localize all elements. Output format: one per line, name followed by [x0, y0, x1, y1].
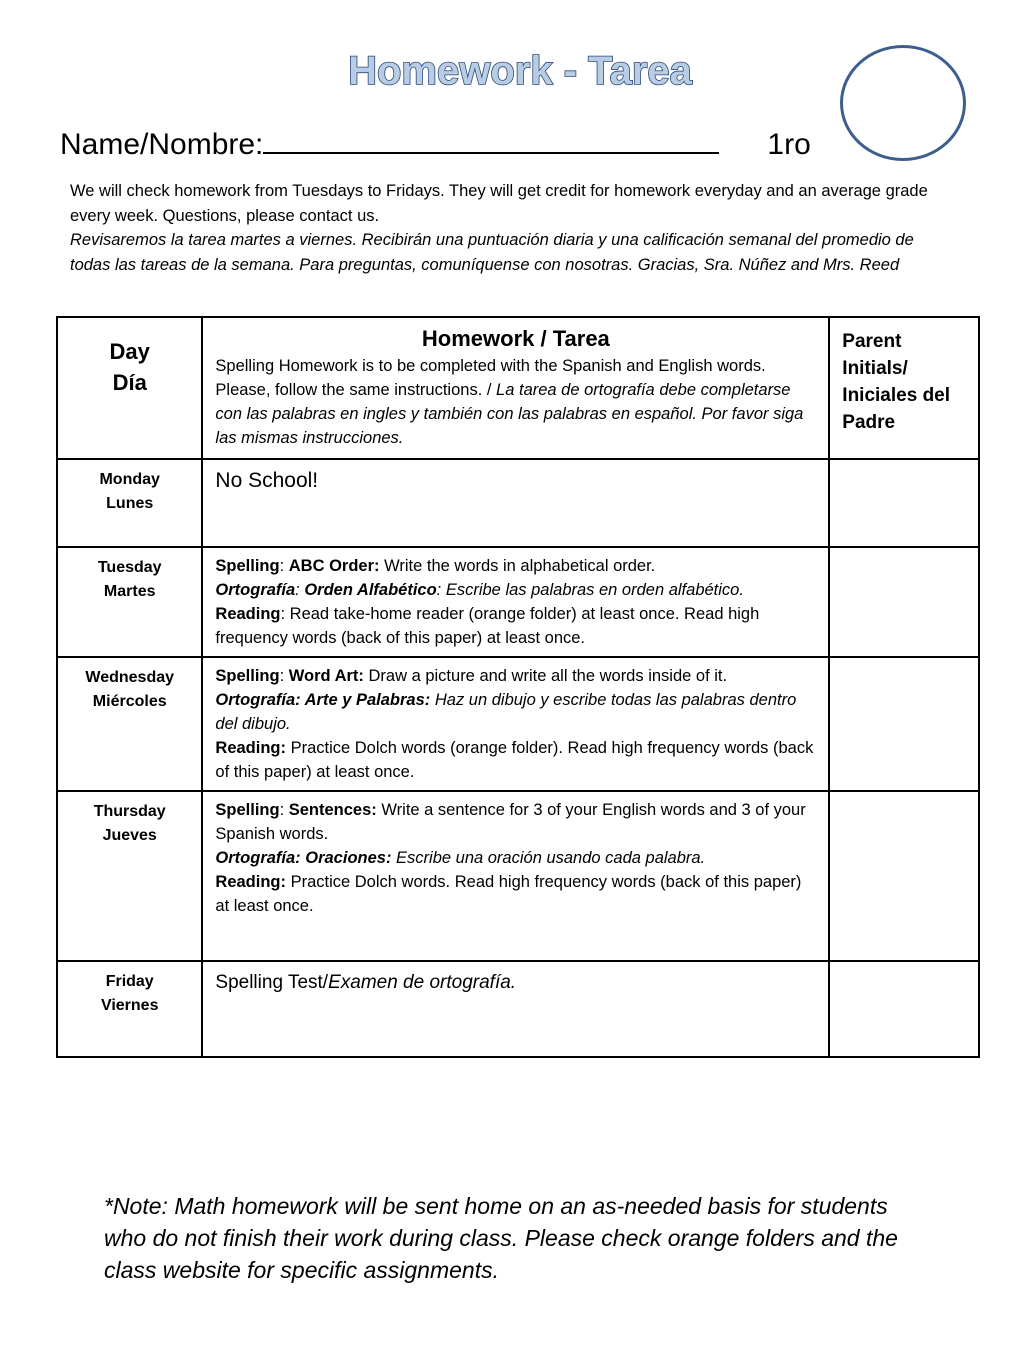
ortografia-title: Ortografía: Oraciones:: [215, 849, 392, 867]
ortografia-line: [215, 688, 816, 736]
intro-text: [70, 179, 950, 277]
reading-label: Reading:: [215, 873, 286, 891]
day-cell: [57, 547, 202, 657]
table-row-thursday: [57, 791, 979, 961]
day-en: Monday: [99, 471, 160, 488]
friday-text-en: Spelling Test/: [215, 972, 329, 993]
reading-text: Practice Dolch words. Read high frequency words (back of this paper) at least once.: [215, 873, 802, 915]
spelling-text: Draw a picture and write all the words inside of it.: [363, 667, 728, 685]
reading-label: Reading:: [215, 739, 286, 757]
ortografia-line: [215, 578, 816, 602]
initials-cell[interactable]: [829, 459, 979, 547]
day-cell: [57, 459, 202, 547]
homework-cell: [202, 791, 829, 961]
spelling-line: [215, 664, 816, 688]
intro-english: We will check homework from Tuesdays to Fridays. They will get credit for homework everyday and an average grade every week. Questions, please contact us.: [70, 182, 928, 225]
spelling-line: [215, 554, 816, 578]
header-initials-cell: [829, 317, 979, 459]
header-homework-cell: [202, 317, 829, 459]
homework-cell: [202, 459, 829, 547]
ortografia-title: Ortografía: Arte y Palabras:: [215, 691, 431, 709]
header-day: [58, 326, 201, 398]
reading-line: [215, 602, 816, 650]
homework-text: [215, 968, 816, 998]
day-cell: [57, 657, 202, 791]
grade-circle: [840, 45, 966, 161]
page-title: [340, 44, 700, 100]
day-es: Lunes: [106, 495, 154, 512]
page-title-text: Homework - Tarea: [348, 49, 692, 93]
day-en: Thursday: [93, 803, 166, 820]
spelling-label: Spelling: [215, 801, 280, 819]
ortografia-title: Orden Alfabético: [304, 581, 437, 599]
header-homework-title: Homework / Tarea: [421, 326, 610, 351]
header-desc-es: La tarea de ortografía debe completarse con las palabras en ingles y también con las palabras en español. Por favor siga las mismas instrucciones.: [215, 381, 804, 447]
reading-label: Reading: [215, 605, 281, 623]
initials-cell[interactable]: [829, 547, 979, 657]
day-cell: [57, 791, 202, 961]
initials-cell[interactable]: [829, 657, 979, 791]
reading-line: [215, 870, 816, 918]
reading-text: : Read take-home reader (orange folder) at least once. Read high frequency words (back of this paper) at least once.: [215, 605, 760, 647]
header-day-en: Day: [109, 339, 150, 364]
ortografia-text: Haz un dibujo y escribe todas las palabras dentro del dibujo.: [215, 691, 797, 733]
friday-text-es: Examen de ortografía.: [328, 972, 517, 993]
intro-spanish: Revisaremos la tarea martes a viernes. Recibirán una puntuación diaria y una calificación semanal del promedio de todas las tareas de la semana. Para preguntas, comuníquense con nosotras. Gracias, Sra. Núñez and Mrs. Reed: [70, 231, 914, 274]
table-header-row: [57, 317, 979, 459]
initials-cell[interactable]: [829, 791, 979, 961]
spelling-title: ABC Order:: [288, 557, 380, 575]
day-es: Jueves: [102, 827, 157, 844]
colon: :: [279, 801, 289, 819]
spelling-label: Spelling: [215, 667, 280, 685]
homework-cell: [202, 657, 829, 791]
header-initials: Parent Initials/ Iniciales del Padre: [842, 331, 951, 433]
spelling-title: Sentences:: [288, 801, 377, 819]
math-note: *Note: Math homework will be sent home on an as-needed basis for students who do not finish their work during class. Please check orange folders and the class website for specific assignments.: [104, 1193, 898, 1283]
spelling-line: [215, 798, 816, 846]
reading-line: [215, 736, 816, 784]
header-homework-desc: [215, 354, 816, 450]
name-blank-line[interactable]: [263, 124, 719, 154]
header-day-es: Día: [112, 370, 147, 395]
initials-cell[interactable]: [829, 961, 979, 1057]
day-es: Viernes: [100, 997, 159, 1014]
table-row-friday: [57, 961, 979, 1057]
day-en: Wednesday: [85, 669, 175, 686]
reading-text: Practice Dolch words (orange folder). Read high frequency words (back of this paper) at least once.: [215, 739, 814, 781]
day-cell: [57, 961, 202, 1057]
day-en: Tuesday: [97, 559, 162, 576]
colon: :: [295, 581, 305, 599]
spelling-label: Spelling: [215, 557, 280, 575]
ortografia-label: Ortografía: [215, 581, 296, 599]
homework-table: [56, 316, 980, 1058]
colon: :: [279, 557, 289, 575]
homework-cell: [202, 547, 829, 657]
ortografia-text: : Escribe las palabras en orden alfabético.: [436, 581, 744, 599]
spelling-text: Write a sentence for 3 of your English words and 3 of your Spanish words.: [215, 801, 806, 843]
name-label: Name/Nombre:: [60, 128, 264, 161]
homework-cell: [202, 961, 829, 1057]
colon: :: [279, 667, 289, 685]
ortografia-text: Escribe una oración usando cada palabra.: [391, 849, 706, 867]
day-en: Friday: [105, 973, 154, 990]
spelling-text: Write the words in alphabetical order.: [379, 557, 656, 575]
table-row-wednesday: [57, 657, 979, 791]
day-es: Miércoles: [92, 693, 167, 710]
name-field: [60, 124, 840, 164]
homework-text: No School!: [215, 469, 319, 492]
table-row-monday: [57, 459, 979, 547]
day-es: Martes: [103, 583, 156, 600]
ortografia-line: [215, 846, 816, 870]
grade-label: 1ro: [767, 128, 811, 161]
header-day-cell: [57, 317, 202, 459]
header-desc-en: Spelling Homework is to be completed with the Spanish and English words. Please, follow the same instructions. /: [215, 357, 766, 399]
table-row-tuesday: [57, 547, 979, 657]
spelling-title: Word Art:: [288, 667, 364, 685]
